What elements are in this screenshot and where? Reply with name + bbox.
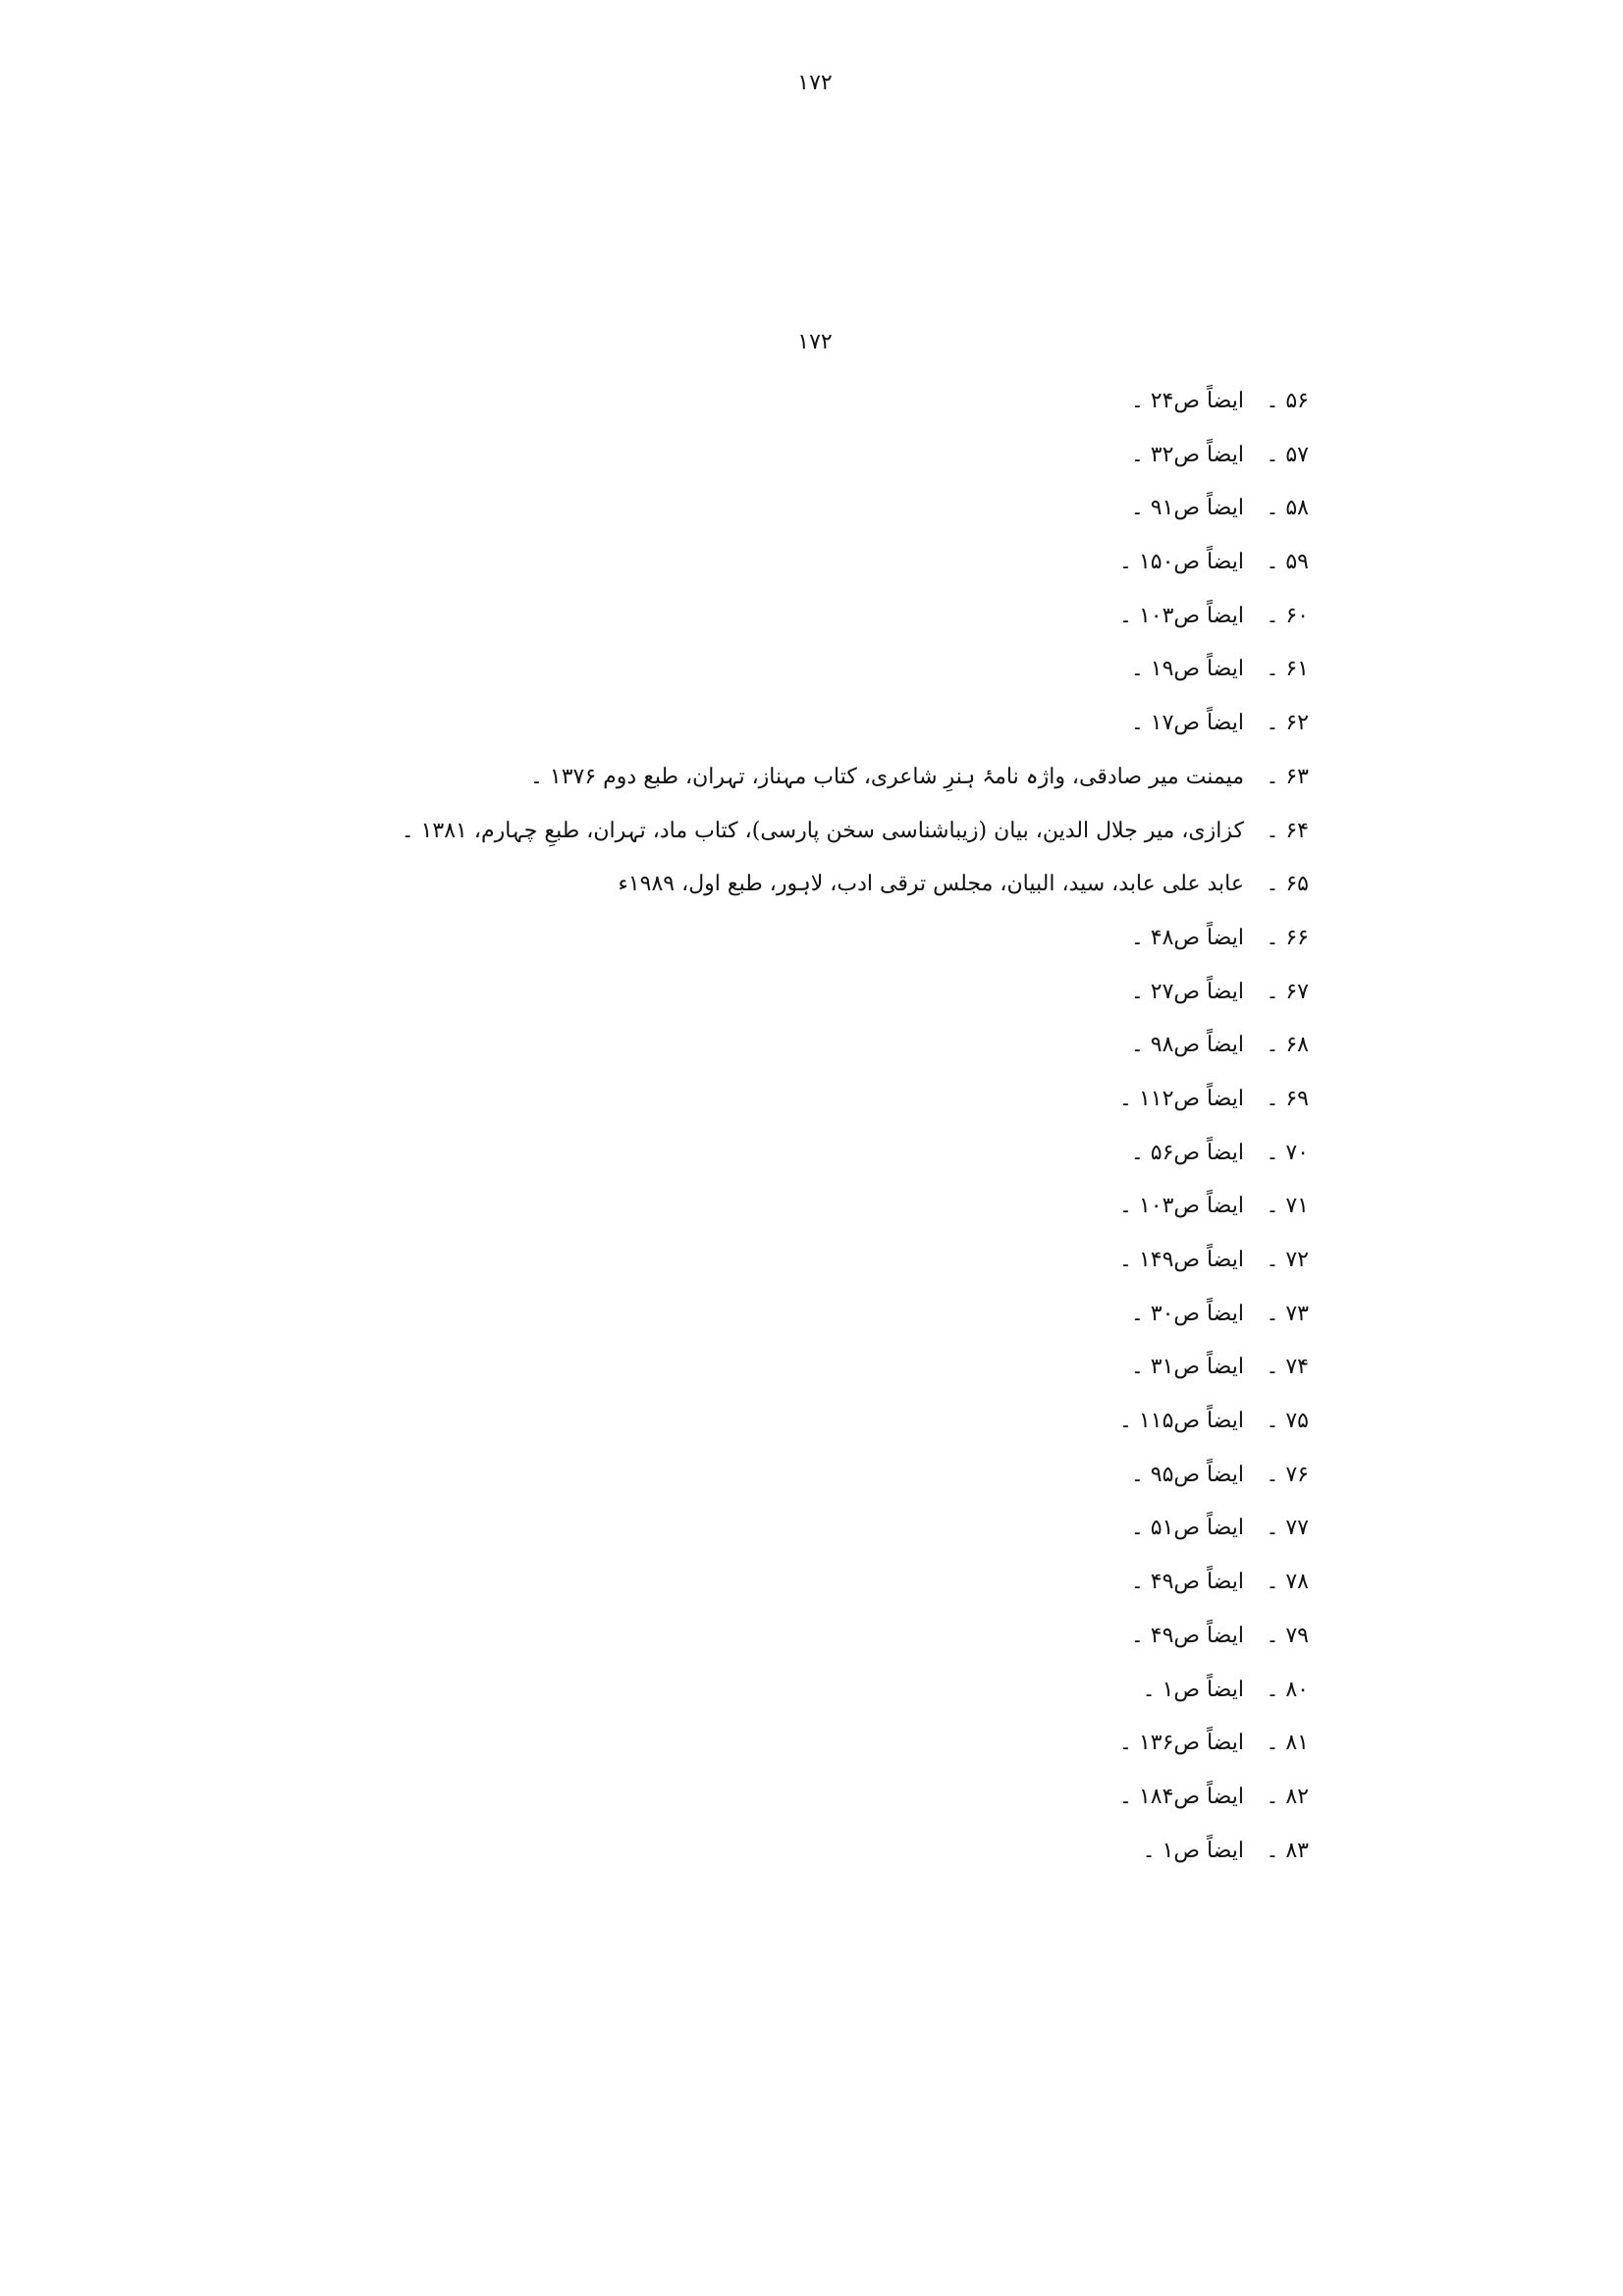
footnote-number: ۸۲ ۔ <box>1266 1784 1309 1809</box>
footnote-item <box>131 1556 1309 1610</box>
footnote-text: ایضاً ص۳۱ ۔ <box>1130 1355 1244 1380</box>
footnote-item <box>131 1449 1309 1503</box>
footnote-number: ۷۳ ۔ <box>1266 1301 1309 1326</box>
footnote-text: ایضاً ص۱۱۲ ۔ <box>1119 1086 1244 1111</box>
footnote-item <box>131 858 1309 912</box>
footnote-text: ایضاً ص۱۳۶ ۔ <box>1119 1731 1244 1756</box>
footnote-number: ۶۰ ۔ <box>1266 603 1309 628</box>
footnote-item <box>131 1127 1309 1181</box>
footnote-item <box>131 429 1309 483</box>
footnote-item <box>131 536 1309 590</box>
footnote-item <box>131 912 1309 966</box>
footnote-number: ۶۲ ۔ <box>1266 711 1309 736</box>
footnote-item <box>131 482 1309 536</box>
footnote-item <box>131 1825 1309 1879</box>
footnote-number: ۶۶ ۔ <box>1266 925 1309 950</box>
footnote-text: ایضاً ص۱۰۳ ۔ <box>1119 603 1244 628</box>
footnote-item <box>131 1288 1309 1342</box>
footnote-text: ایضاً ص۲۷ ۔ <box>1130 979 1244 1004</box>
footnote-number: ۶۵ ۔ <box>1266 872 1309 897</box>
footnote-number: ۶۸ ۔ <box>1266 1033 1309 1058</box>
footnote-item <box>131 590 1309 644</box>
footnote-text: عابد علی عابد، سید، البیان، مجلس ترقی ادب، لاہور، طبع اول، ۱۹۸۹ء <box>618 872 1244 897</box>
footnote-item <box>131 1180 1309 1234</box>
footnote-text: ایضاً ص۴۹ ۔ <box>1130 1623 1244 1648</box>
footnote-item <box>131 1019 1309 1073</box>
page-number-top: ۱۷۲ <box>797 71 833 95</box>
footnote-text: ایضاً ص۱۷ ۔ <box>1130 711 1244 736</box>
footnote-item <box>131 1664 1309 1718</box>
footnote-number: ۷۸ ۔ <box>1266 1570 1309 1595</box>
footnote-item <box>131 805 1309 859</box>
footnote-number: ۶۱ ۔ <box>1266 657 1309 682</box>
footnote-number: ۷۰ ۔ <box>1266 1140 1309 1165</box>
footnote-text: ایضاً ص۵۱ ۔ <box>1130 1516 1244 1541</box>
footnote-text: ایضاً ص۱۹ ۔ <box>1130 657 1244 682</box>
footnote-number: ۷۱ ۔ <box>1266 1194 1309 1219</box>
footnote-number: ۶۳ ۔ <box>1266 764 1309 789</box>
footnote-text: کزازی، میر جلال الدین، بیان (زیباشناسی سخن پارسی)، کتاب ماد، تہران، طبعِ چہارم، ۱۳۸۱ ۔ <box>401 818 1244 843</box>
footnote-item <box>131 697 1309 751</box>
footnote-text: ایضاً ص۹۸ ۔ <box>1130 1033 1244 1058</box>
footnote-text: ایضاً ص۱ ۔ <box>1142 1677 1244 1702</box>
footnote-item <box>131 1073 1309 1127</box>
footnote-text: ایضاً ص۱۵۰ ۔ <box>1119 550 1244 575</box>
footnote-text: ایضاً ص۱ ۔ <box>1142 1838 1244 1863</box>
footnote-number: ۷۵ ۔ <box>1266 1409 1309 1434</box>
footnote-text: ایضاً ص۲۴ ۔ <box>1130 389 1244 413</box>
footnote-item <box>131 375 1309 429</box>
footnote-number: ۵۸ ۔ <box>1266 496 1309 521</box>
footnote-item <box>131 1395 1309 1449</box>
footnote-item <box>131 643 1309 697</box>
footnote-item <box>131 1717 1309 1771</box>
footnote-text: ایضاً ص۹۵ ۔ <box>1130 1462 1244 1487</box>
footnote-number: ۷۲ ۔ <box>1266 1248 1309 1272</box>
footnote-text: ایضاً ص۹۱ ۔ <box>1130 496 1244 521</box>
footnotes-list <box>131 375 1309 1878</box>
footnote-number: ۷۶ ۔ <box>1266 1462 1309 1487</box>
footnote-text: ایضاً ص۳۰ ۔ <box>1130 1301 1244 1326</box>
footnote-number: ۵۶ ۔ <box>1266 389 1309 413</box>
footnote-item <box>131 751 1309 805</box>
footnote-text: ایضاً ص۱۱۵ ۔ <box>1119 1409 1244 1434</box>
footnote-item <box>131 1234 1309 1288</box>
footnote-number: ۶۷ ۔ <box>1266 979 1309 1004</box>
footnote-text: ایضاً ص۳۲ ۔ <box>1130 442 1244 467</box>
footnote-item <box>131 1771 1309 1825</box>
footnote-number: ۸۱ ۔ <box>1266 1731 1309 1756</box>
footnote-number: ۷۹ ۔ <box>1266 1623 1309 1648</box>
footnote-text: ایضاً ص۴۹ ۔ <box>1130 1570 1244 1595</box>
footnote-number: ۷۴ ۔ <box>1266 1355 1309 1380</box>
footnote-item <box>131 966 1309 1020</box>
footnote-number: ۶۴ ۔ <box>1266 818 1309 843</box>
footnote-text: ایضاً ص۴۸ ۔ <box>1130 925 1244 950</box>
footnote-text: ایضاً ص۵۶ ۔ <box>1130 1140 1244 1165</box>
footnote-text: میمنت میر صادقی، واژہ نامۂ ہنرِ شاعری، کتاب مہناز، تہران، طبع دوم ۱۳۷۶ ۔ <box>530 764 1244 789</box>
footnote-number: ۵۷ ۔ <box>1266 442 1309 467</box>
footnote-number: ۸۳ ۔ <box>1266 1838 1309 1863</box>
footnote-number: ۸۰ ۔ <box>1266 1677 1309 1702</box>
footnote-number: ۷۷ ۔ <box>1266 1516 1309 1541</box>
footnote-item <box>131 1502 1309 1556</box>
page-number: ۱۷۲ <box>797 330 833 354</box>
footnote-text: ایضاً ص۱۰۳ ۔ <box>1119 1194 1244 1219</box>
footnote-text: ایضاً ص۱۴۹ ۔ <box>1119 1248 1244 1272</box>
footnote-number: ۵۹ ۔ <box>1266 550 1309 575</box>
footnote-item <box>131 1341 1309 1395</box>
footnote-item <box>131 1610 1309 1664</box>
footnote-text: ایضاً ص۱۸۴ ۔ <box>1119 1784 1244 1809</box>
footnote-number: ۶۹ ۔ <box>1266 1086 1309 1111</box>
